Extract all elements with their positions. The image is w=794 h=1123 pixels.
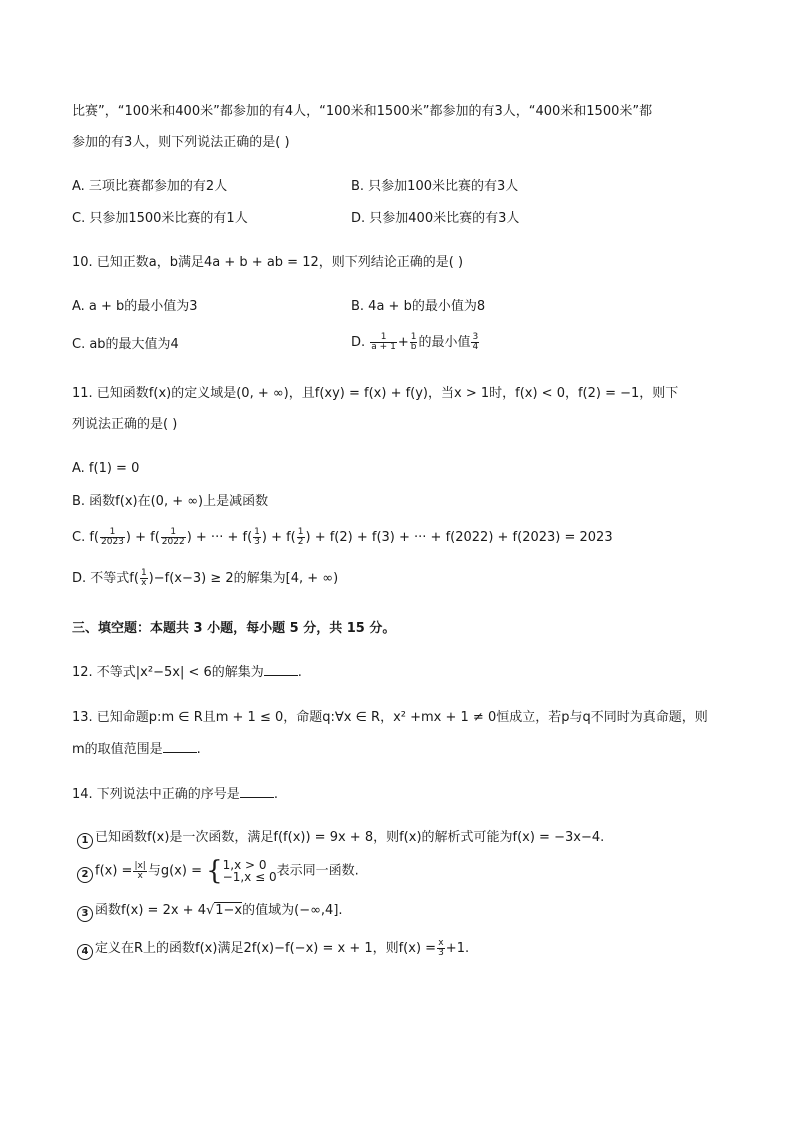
fraction-numerator: |x|: [134, 860, 146, 871]
q10-option-a: A. a + b的最小值为3: [72, 299, 198, 314]
q14-item-3: [77, 902, 343, 922]
fraction-numerator: 1: [140, 568, 147, 578]
q13-period: .: [196, 742, 201, 757]
q11-option-c-text-1: ) + f(: [125, 530, 160, 545]
q11-option-b: B. 函数f(x)在(0, + ∞)上是减函数: [72, 494, 269, 509]
fraction-denominator: 2022: [161, 537, 185, 547]
q11-option-c-text-3: ) + f(: [261, 530, 296, 545]
q11-line1: 11. 已知函数f(x)的定义域是(0, + ∞)，且f(xy) = f(x) + f(y)，当x > 1时，f(x) < 0，f(2) = −1，则下: [72, 386, 679, 401]
fraction-denominator: 2: [297, 537, 304, 547]
q11-option-c-suffix: ) + f(2) + f(3) + ··· + f(2022) + f(2023) = 2023: [305, 530, 613, 545]
q12-period: .: [297, 665, 302, 680]
fraction-numerator: 1: [161, 528, 186, 538]
q11-option-c-fraction-2: [161, 528, 186, 547]
q11-option-d-prefix: D. 不等式f(: [72, 571, 139, 586]
fraction-numerator: 1: [370, 333, 397, 343]
q14-item-2-fraction: [133, 862, 146, 881]
q10-option-d-prefix: D.: [351, 335, 366, 350]
q14-item-2: [77, 858, 359, 884]
q14-text: 14. 下列说法中正确的序号是: [72, 787, 240, 802]
q11-option-d: [72, 569, 338, 588]
q10-option-d-fraction-1: [370, 333, 397, 352]
q14-item-2-suffix: 表示同一函数.: [276, 863, 359, 879]
fraction-denominator: b: [410, 342, 417, 352]
q14: [72, 785, 278, 804]
q11-line2: 列说法正确的是( ): [72, 417, 178, 432]
fraction-denominator: a + 1: [371, 342, 396, 352]
q14-item-3-suffix: 的值域为(−∞,4].: [242, 903, 343, 918]
q11-option-c-text-2: ) + ··· + f(: [186, 530, 253, 545]
q9-option-d: D. 只参加400米比赛的有3人: [351, 211, 520, 226]
q13-text: m的取值范围是: [72, 742, 163, 757]
q10-option-d-text: 的最小值: [418, 335, 471, 350]
q9-option-c: C. 只参加1500米比赛的有1人: [72, 211, 248, 226]
q14-item-2-prefix: f(x) =: [95, 863, 133, 879]
q14-item-4-fraction: [437, 939, 445, 958]
circled-number-4: 4: [77, 944, 93, 960]
q9-option-a: A. 三项比赛都参加的有2人: [72, 179, 228, 194]
q14-answer-blank[interactable]: [240, 785, 274, 798]
case-1: 1,x > 0: [222, 858, 267, 872]
q11-option-c: [72, 528, 613, 547]
q9-line1: 比赛”，“100米和400米”都参加的有4人，“100米和1500米”都参加的有3人，“400米和1500米”都: [72, 104, 653, 119]
section-3-heading: 三、填空题：本题共 3 小题，每小题 5 分，共 15 分。: [72, 621, 396, 636]
q13-line1: 13. 已知命题p:m ∈ R且m + 1 ≤ 0，命题q:∀x ∈ R，x² +mx + 1 ≠ 0恒成立，若p与q不同时为真命题，则: [72, 710, 708, 725]
fraction-numerator: 1: [254, 527, 260, 537]
fraction-denominator: 2023: [101, 537, 124, 547]
fraction-numerator: x: [438, 938, 444, 948]
q12-text: 12. 不等式|x²−5x| < 6的解集为: [72, 665, 264, 680]
q11-option-c-fraction-3: [253, 528, 261, 547]
q13-answer-blank[interactable]: [163, 740, 197, 753]
circled-number-3: 3: [77, 906, 93, 922]
q9-line2: 参加的有3人，则下列说法正确的是( ): [72, 135, 290, 150]
q10-option-d: [351, 333, 480, 352]
q11-option-d-suffix: )−f(x−3) ≥ 2的解集为[4, + ∞): [148, 571, 339, 586]
q10-option-b: B. 4a + b的最小值为8: [351, 299, 486, 314]
q10-option-d-plus: +: [397, 335, 409, 350]
q11-option-d-fraction: [140, 569, 148, 588]
q13-line2: [72, 740, 201, 759]
q10-option-d-fraction-3: [471, 333, 479, 352]
fraction-numerator: 1: [297, 527, 304, 537]
q14-period: .: [273, 787, 278, 802]
q14-item-1-text: 已知函数f(x)是一次函数，满足f(f(x)) = 9x + 8，则f(x)的解析式可能为f(x) = −3x−4.: [95, 830, 605, 845]
q14-item-4-prefix: 定义在R上的函数f(x)满足2f(x)−f(−x) = x + 1，则f(x) =: [95, 941, 437, 956]
fraction-denominator: x: [137, 870, 143, 881]
q14-item-3-prefix: 函数f(x) = 2x + 4: [95, 903, 206, 918]
fraction-numerator: 1: [410, 332, 417, 342]
fraction-denominator: 3: [438, 948, 444, 958]
q14-item-4: [77, 939, 469, 960]
fraction-denominator: x: [141, 578, 147, 588]
circled-number-1: 1: [77, 833, 93, 849]
q9-option-b: B. 只参加100米比赛的有3人: [351, 179, 519, 194]
q10-option-d-fraction-2: [410, 333, 418, 352]
q14-item-4-suffix: +1.: [445, 941, 470, 956]
q11-option-a: A. f(1) = 0: [72, 461, 140, 476]
circled-number-2: 2: [77, 867, 93, 883]
q14-item-1: [77, 829, 604, 849]
fraction-numerator: 3: [472, 332, 479, 342]
case-2: −1,x ≤ 0: [222, 870, 277, 884]
q11-option-c-fraction-1: [100, 528, 125, 547]
fraction-denominator: 3: [254, 537, 260, 547]
fraction-numerator: 1: [100, 528, 125, 538]
q10-option-c: C. ab的最大值为4: [72, 337, 179, 352]
q10-stem: 10. 已知正数a，b满足4a + b + ab = 12，则下列结论正确的是( ): [72, 255, 464, 270]
q12: [72, 663, 302, 682]
q14-item-2-mid: 与g(x) =: [147, 863, 202, 879]
q11-option-c-fraction-4: [297, 528, 305, 547]
q14-item-3-radicand: 1−x: [215, 903, 243, 918]
piecewise-cases: [223, 859, 277, 883]
fraction-denominator: 4: [472, 342, 479, 352]
left-brace: {: [206, 856, 223, 886]
q12-answer-blank[interactable]: [264, 663, 298, 676]
sqrt-sign: √: [205, 903, 215, 918]
q11-option-c-prefix: C. f(: [72, 530, 99, 545]
